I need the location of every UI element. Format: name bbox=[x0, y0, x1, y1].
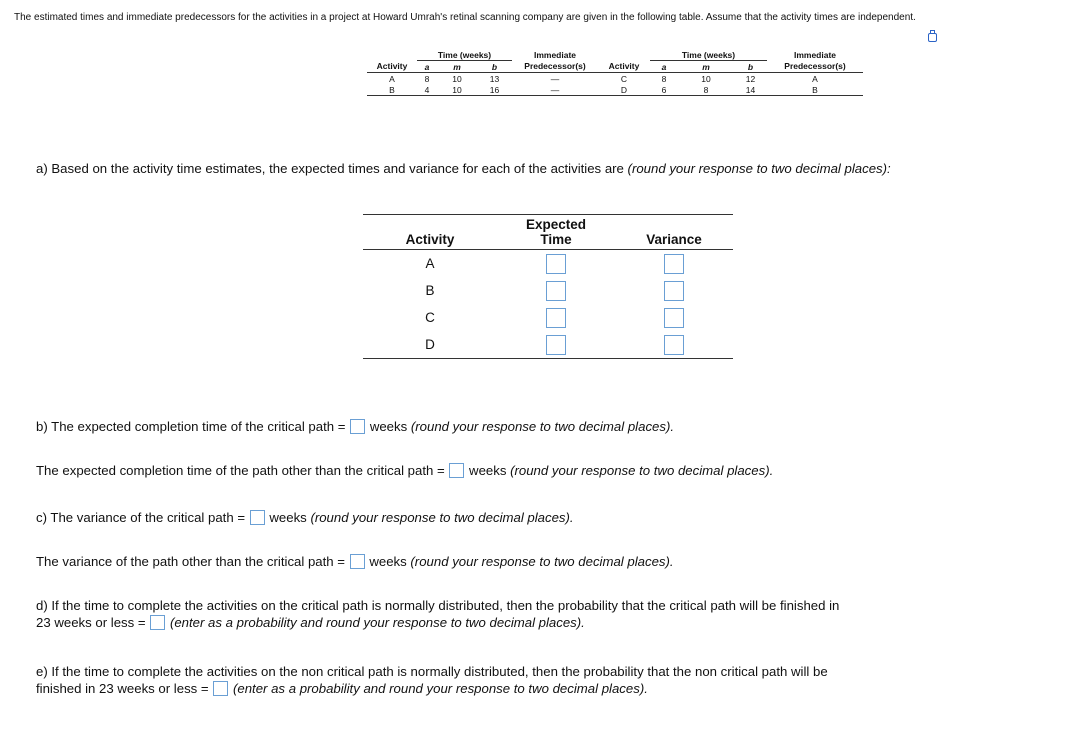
table-row bbox=[367, 84, 863, 96]
part-b2-text: The expected completion time of the path other than the critical path = bbox=[36, 463, 445, 478]
pred-header-bottom: Predecessor(s) bbox=[512, 61, 598, 73]
table-row bbox=[363, 277, 733, 304]
part-e-block bbox=[36, 663, 1066, 697]
expected-time-input-b[interactable] bbox=[546, 281, 566, 301]
variance-input-b[interactable] bbox=[664, 281, 684, 301]
part-e-text-2: finished in 23 weeks or less = bbox=[36, 681, 209, 696]
pred-cell: — bbox=[512, 84, 598, 96]
hint-text: (round your response to two decimal places). bbox=[310, 510, 574, 525]
part-e-text: e) If the time to complete the activities on the non critical path is normally distributed, then the probability that the non critical path will be bbox=[36, 664, 828, 679]
b-header: b bbox=[734, 61, 767, 73]
pred-cell: — bbox=[550, 73, 560, 84]
part-c2-text: The variance of the path other than the critical path = bbox=[36, 554, 345, 569]
hint-text: (round your response to two decimal places). bbox=[410, 419, 675, 434]
variance-input-a[interactable] bbox=[664, 254, 684, 274]
a-cell: 8 bbox=[661, 73, 667, 84]
answer-activity-cell: C bbox=[425, 310, 435, 325]
hint-text: (enter as a probability and round your response to two decimal places). bbox=[169, 615, 585, 630]
time-weeks-header: Time (weeks) bbox=[650, 49, 767, 61]
activity-cell: A bbox=[389, 73, 395, 84]
a-cell: 6 bbox=[650, 84, 678, 96]
noncritical-path-time-input[interactable] bbox=[449, 463, 464, 478]
part-d-text-2: 23 weeks or less = bbox=[36, 615, 146, 630]
part-a-prompt bbox=[36, 160, 1066, 177]
expected-time-input-a[interactable] bbox=[546, 254, 566, 274]
expected-header-line1: Expected bbox=[525, 217, 587, 232]
a-header: a bbox=[417, 61, 437, 73]
expected-header-line2: Time bbox=[540, 232, 572, 247]
activity-header: Activity bbox=[598, 61, 650, 73]
critical-path-time-input[interactable] bbox=[350, 419, 365, 434]
variance-input-c[interactable] bbox=[664, 308, 684, 328]
b-cell: 14 bbox=[734, 84, 767, 96]
m-cell: 10 bbox=[701, 73, 711, 84]
pred-header-top: Immediate bbox=[793, 49, 837, 60]
m-cell: 10 bbox=[437, 84, 477, 96]
expected-time-input-c[interactable] bbox=[546, 308, 566, 328]
m-cell: 10 bbox=[452, 73, 462, 84]
copy-icon[interactable] bbox=[928, 33, 937, 42]
pred-cell: A bbox=[812, 73, 818, 84]
given-data-table bbox=[367, 49, 863, 96]
expected-time-input-d[interactable] bbox=[546, 335, 566, 355]
answer-activity-header: Activity bbox=[405, 232, 455, 247]
pred-header-bottom: Predecessor(s) bbox=[767, 61, 863, 73]
b-cell: 12 bbox=[745, 73, 756, 84]
answer-activity-cell: B bbox=[425, 283, 435, 298]
unit-label: weeks bbox=[269, 510, 307, 525]
part-a-hint: (round your response to two decimal places): bbox=[627, 161, 891, 176]
critical-path-probability-input[interactable] bbox=[150, 615, 165, 630]
b-cell: 13 bbox=[489, 73, 500, 84]
expected-time-header bbox=[497, 215, 615, 250]
table-row bbox=[363, 304, 733, 331]
part-c1-text: c) The variance of the critical path = bbox=[36, 510, 246, 525]
hint-text: (enter as a probability and round your response to two decimal places). bbox=[232, 681, 648, 696]
unit-label: weeks bbox=[369, 419, 408, 434]
part-c1-line bbox=[36, 509, 574, 526]
problem-intro: The estimated times and immediate predecessors for the activities in a project at Howard Umrah's retinal scanning company are given in the following table. Assume that the activity times are independent. bbox=[14, 12, 916, 23]
m-header: m bbox=[437, 61, 477, 73]
activity-cell: C bbox=[620, 73, 628, 84]
answer-activity-cell: A bbox=[425, 256, 435, 271]
part-d-block bbox=[36, 597, 1066, 631]
noncritical-path-variance-input[interactable] bbox=[350, 554, 365, 569]
part-b1-text: b) The expected completion time of the critical path = bbox=[36, 419, 346, 434]
variance-input-d[interactable] bbox=[664, 335, 684, 355]
m-header: m bbox=[678, 61, 734, 73]
hint-text: (round your response to two decimal places). bbox=[410, 554, 674, 569]
b-cell: 16 bbox=[477, 84, 512, 96]
b-header: b bbox=[477, 61, 512, 73]
hint-text: (round your response to two decimal places). bbox=[510, 463, 774, 478]
noncritical-path-probability-input[interactable] bbox=[213, 681, 228, 696]
unit-label: weeks bbox=[369, 554, 407, 569]
table-row bbox=[363, 250, 733, 278]
activity-header: Activity bbox=[367, 61, 417, 73]
unit-label: weeks bbox=[469, 463, 507, 478]
table-row bbox=[363, 331, 733, 359]
part-b1-line bbox=[36, 418, 674, 435]
part-d-text: d) If the time to complete the activities on the critical path is normally distributed, then the probability that the critical path will be finished in bbox=[36, 598, 840, 613]
activity-cell: B bbox=[367, 84, 417, 96]
a-cell: 4 bbox=[417, 84, 437, 96]
variance-header: Variance bbox=[646, 232, 702, 247]
answer-table bbox=[363, 214, 733, 359]
a-header: a bbox=[650, 61, 678, 73]
m-cell: 8 bbox=[678, 84, 734, 96]
table-row bbox=[367, 73, 863, 85]
part-c2-line bbox=[36, 553, 674, 570]
answer-activity-cell: D bbox=[425, 337, 435, 352]
critical-path-variance-input[interactable] bbox=[250, 510, 265, 525]
time-weeks-header: Time (weeks) bbox=[417, 49, 512, 61]
part-a-text: a) Based on the activity time estimates, the expected times and variance for each of the activities are bbox=[36, 161, 628, 176]
a-cell: 8 bbox=[424, 73, 430, 84]
part-b2-line bbox=[36, 462, 773, 479]
pred-header-top: Immediate bbox=[533, 49, 577, 60]
activity-cell: D bbox=[598, 84, 650, 96]
pred-cell: B bbox=[767, 84, 863, 96]
